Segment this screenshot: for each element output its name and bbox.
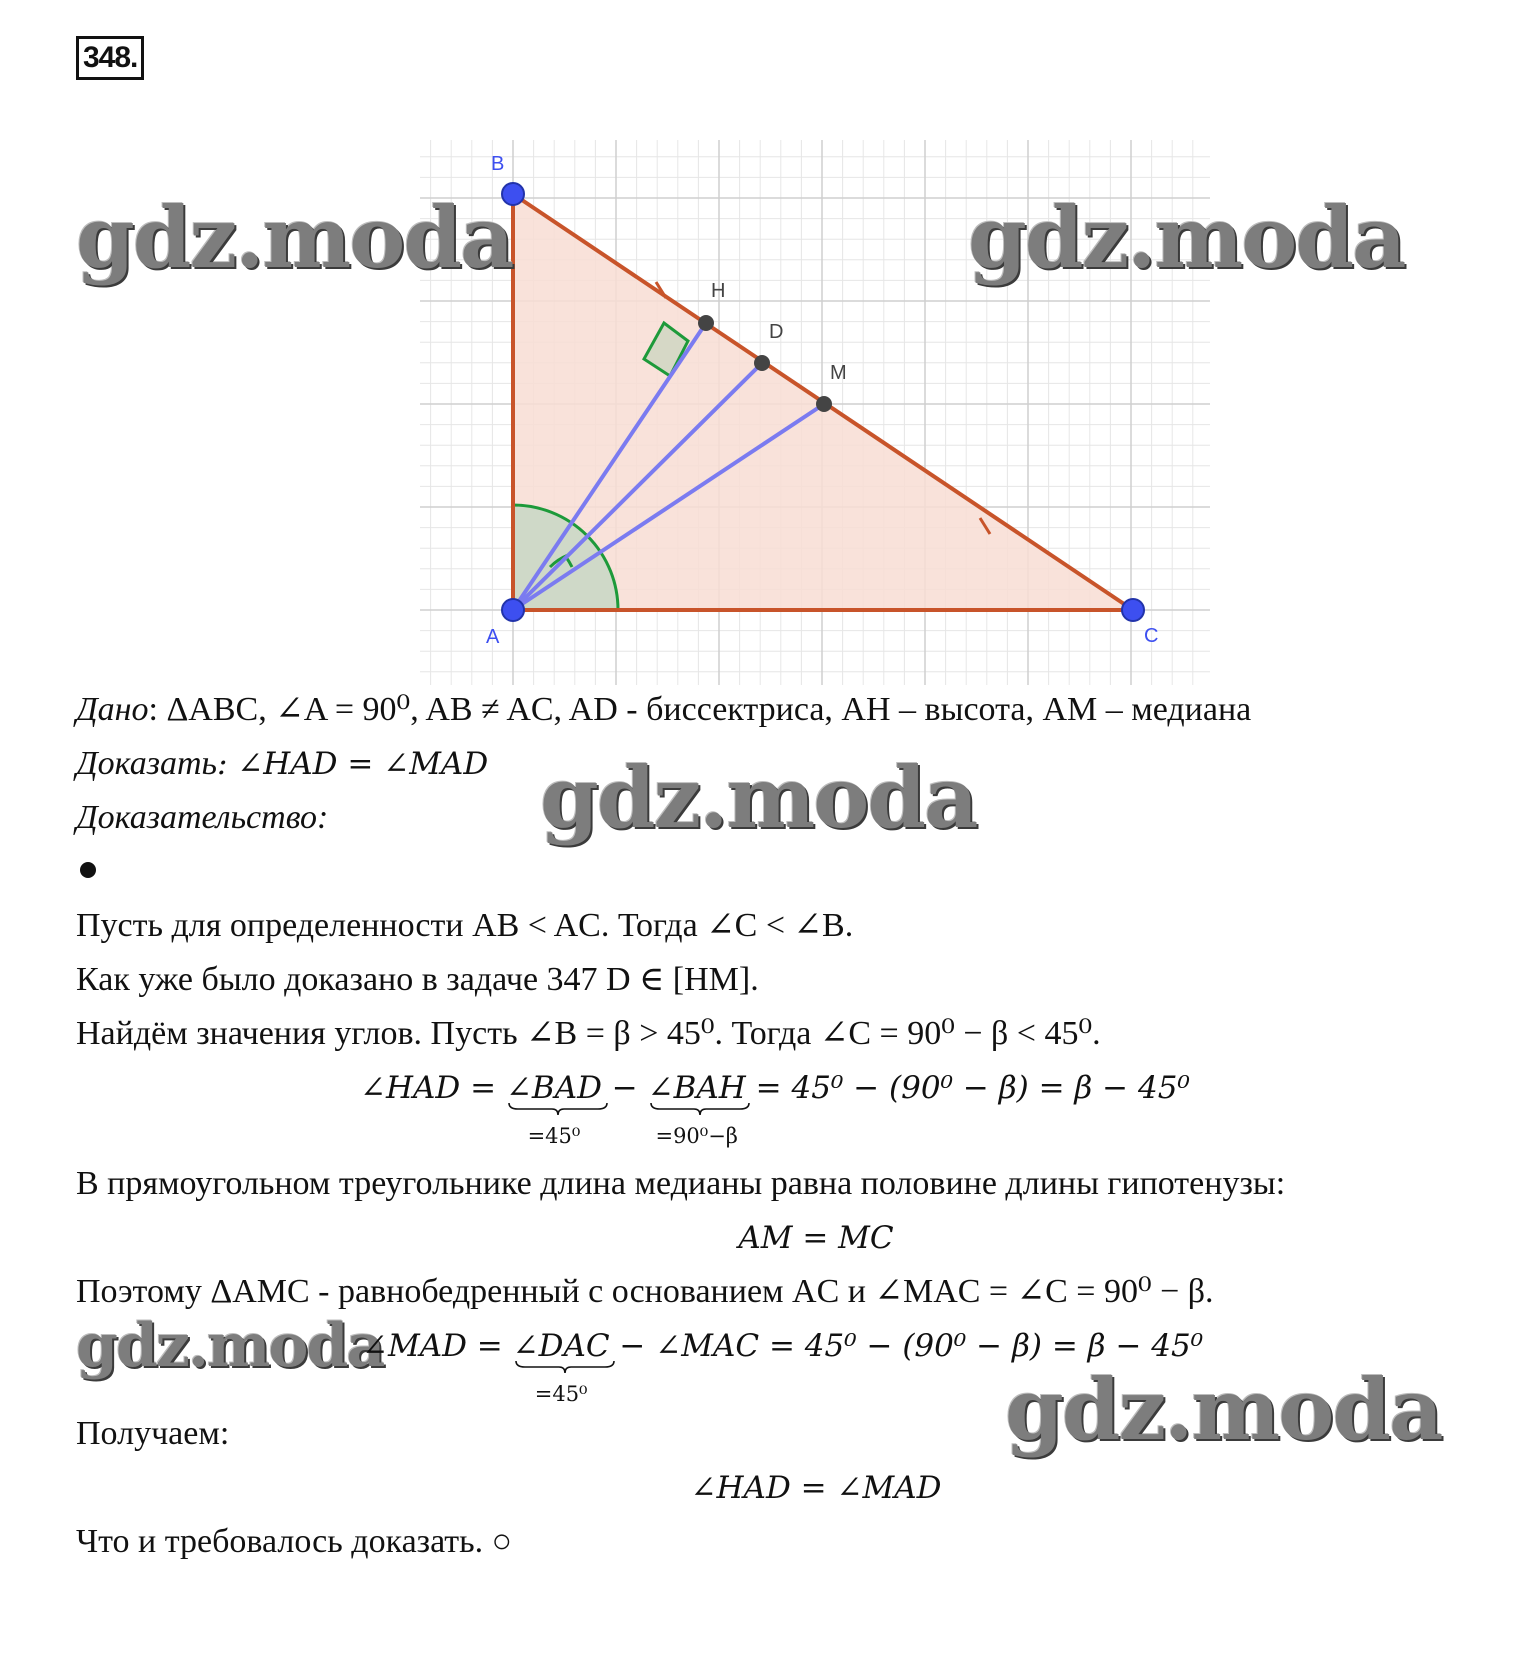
label-c: C [1144, 625, 1159, 647]
point-h [698, 315, 714, 331]
problem-number: 348. [76, 36, 144, 80]
line-11: Что и требовалось доказать. ○ [76, 1523, 513, 1560]
watermark-3: gdz.moda [540, 748, 977, 847]
line-7: Поэтому ΔAMC - равнобедренный с основанием AC и ∠MAC = ∠C = 90⁰ − β. [76, 1273, 1214, 1310]
bullet [80, 862, 96, 878]
prove-text: : ∠HAD = ∠MAD [216, 746, 489, 782]
label-h: H [711, 280, 726, 302]
proof-label: Доказательство: [76, 799, 329, 836]
point-m [816, 396, 832, 412]
given-line [76, 690, 1251, 730]
point-a [502, 599, 524, 621]
watermark-4: gdz.moda [76, 1311, 384, 1381]
underbrace-bad: ∠BAD =45⁰ [506, 1068, 602, 1108]
point-d [754, 355, 770, 371]
prove-label: Доказать [76, 745, 217, 782]
label-a: A [486, 626, 500, 648]
line-2: Как уже было доказано в задаче 347 D ∈ [HM]. [76, 961, 759, 998]
line-6: AM = MC [738, 1220, 894, 1256]
underbrace-dac: ∠DAC =45⁰ [513, 1326, 610, 1366]
label-b: B [491, 153, 505, 175]
point-c [1122, 599, 1144, 621]
line-1: Пусть для определенности AB < AC. Тогда ∠C < ∠B. [76, 907, 854, 944]
line-9: Получаем: [76, 1415, 230, 1452]
watermark-5: gdz.moda [1005, 1360, 1442, 1459]
equation-2: ∠MAD = ∠DAC =45⁰ − ∠MAC = 45⁰ − (90⁰ − β) = β − 45⁰ [362, 1328, 1204, 1406]
underbrace-bah: ∠BAH =90⁰−β [648, 1068, 746, 1108]
watermark-1: gdz.moda [76, 188, 513, 287]
prove-line [76, 744, 488, 784]
label-d: D [769, 321, 784, 343]
given-text: : ΔABC, ∠A = 90⁰, AB ≠ AC, AD - биссектриса, AH – высота, AM – медиана [148, 691, 1252, 728]
given-label: Дано [76, 691, 149, 728]
watermark-2: gdz.moda [968, 188, 1405, 287]
line-3: Найдём значения углов. Пусть ∠B = β > 45⁰. Тогда ∠C = 90⁰ − β < 45⁰. [76, 1015, 1101, 1052]
line-10: ∠HAD = ∠MAD [690, 1470, 942, 1506]
label-m: M [830, 362, 847, 384]
line-5: В прямоугольном треугольнике длина медианы равна половине длины гипотенузы: [76, 1165, 1286, 1202]
equation-1: ∠HAD = ∠BAD =45⁰ − ∠BAH =90⁰−β = 45⁰ − (90⁰ − β) = β − 45⁰ [360, 1070, 1190, 1148]
